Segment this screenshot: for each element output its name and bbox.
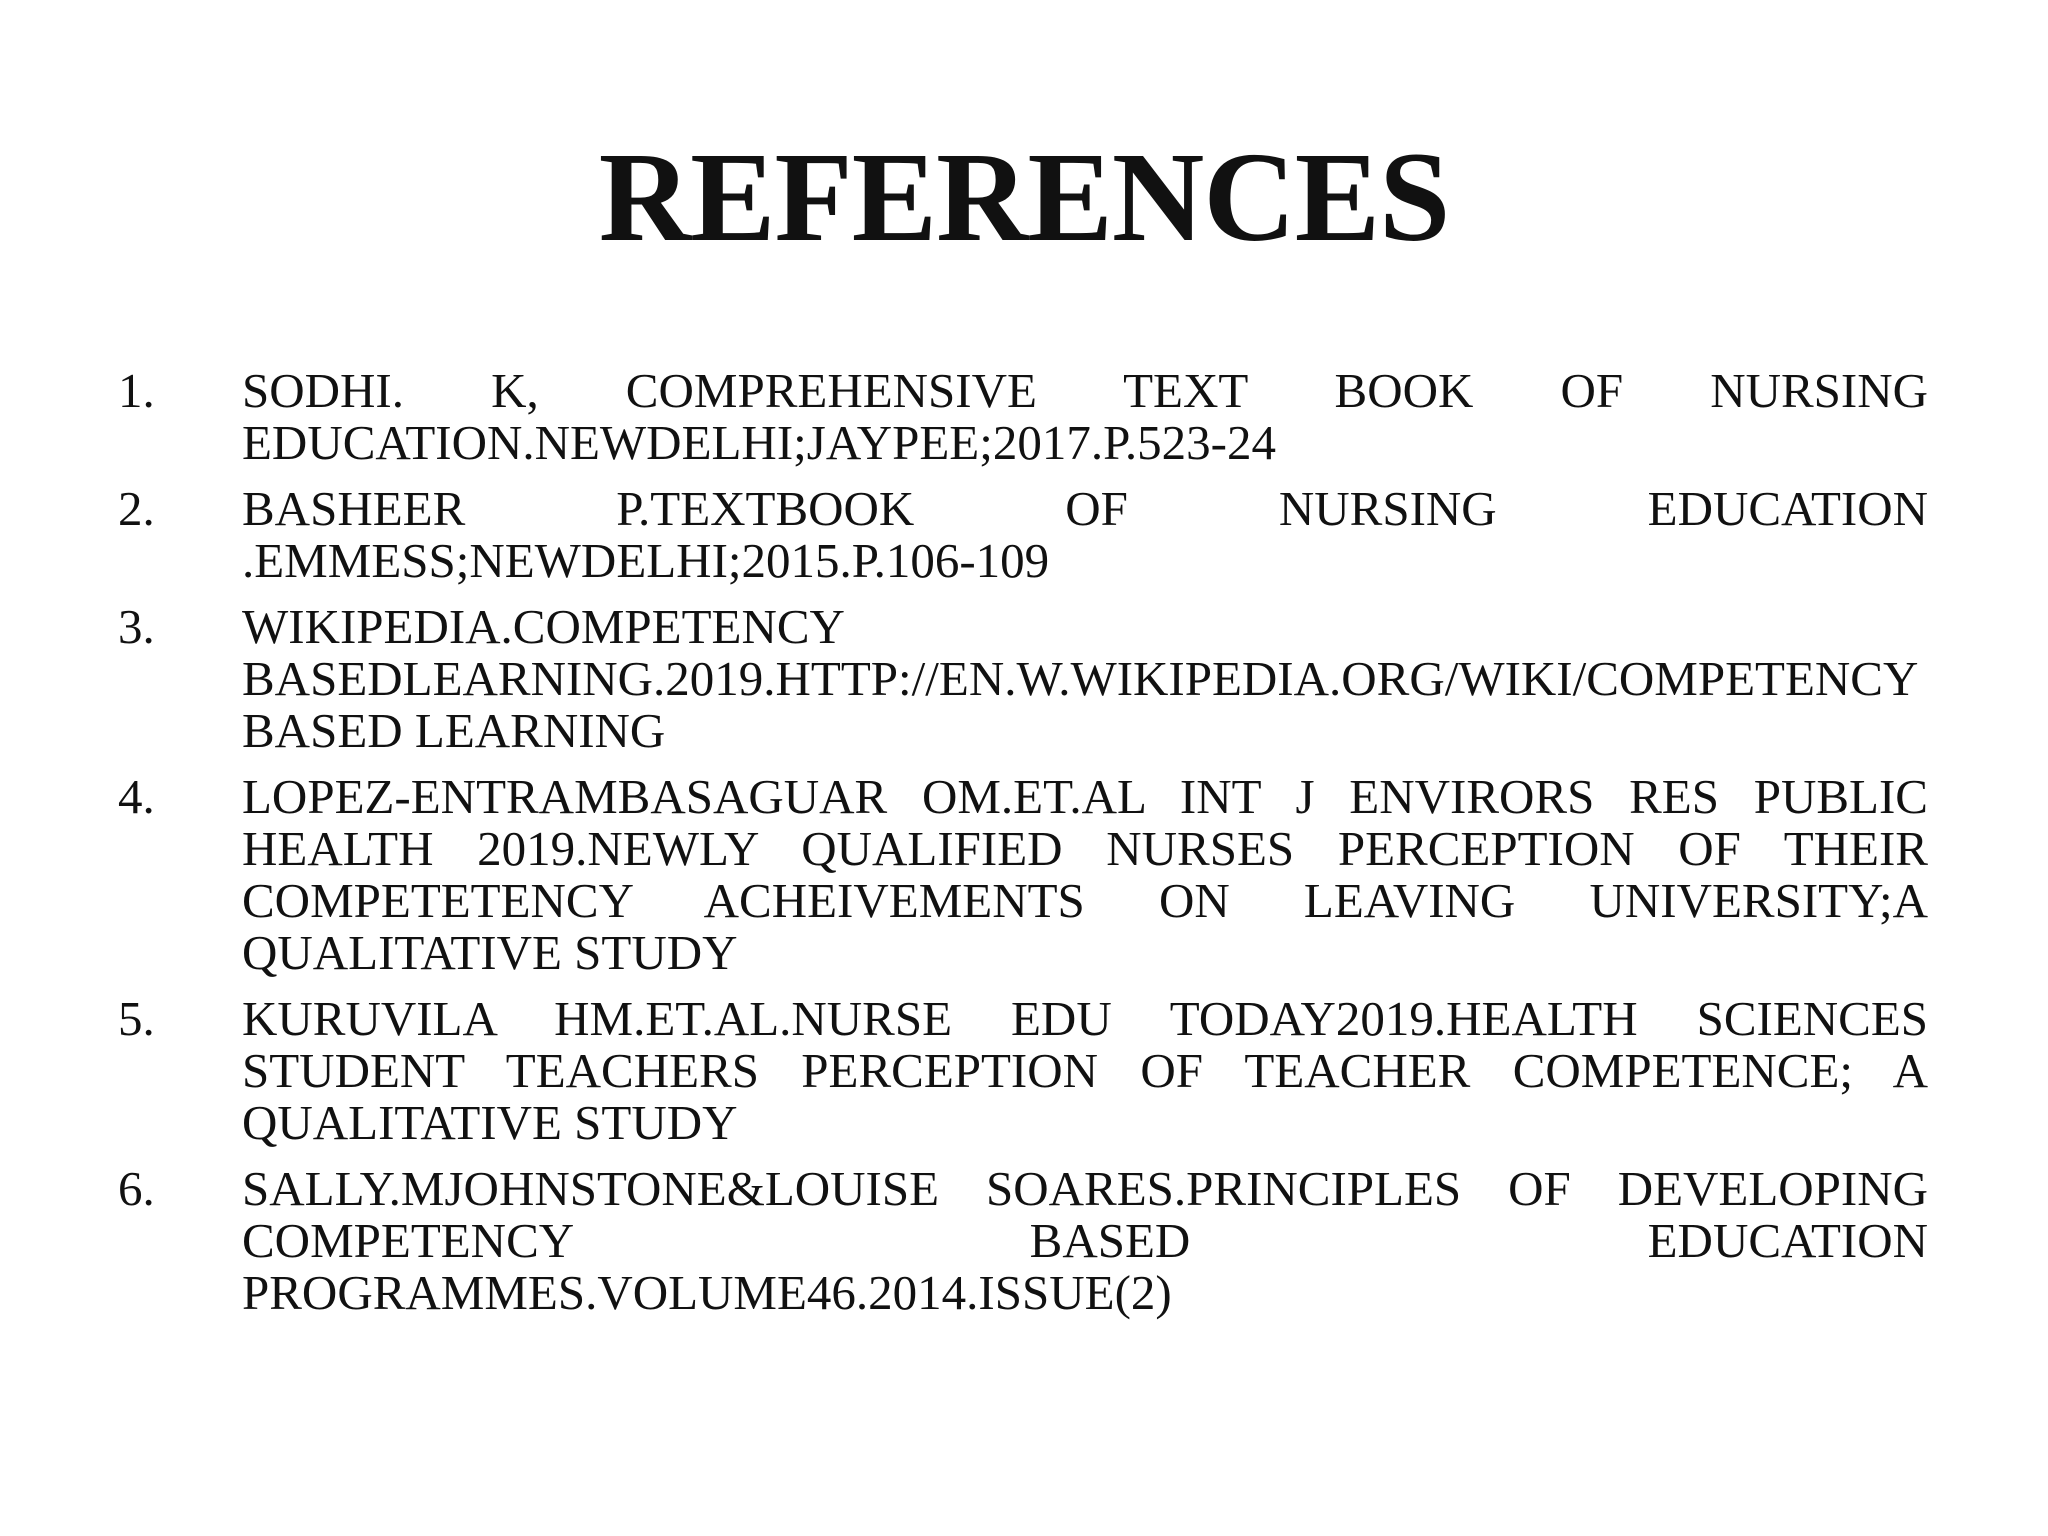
reference-text: KURUVILA HM.ET.AL.NURSE EDU TODAY2019.HEALTH SCIENCES STUDENT TEACHERS PERCEPTION OF TEACHER COMPETENCE; A QUALITATIVE STUDY (242, 991, 1928, 1150)
reference-item (118, 365, 1928, 469)
reference-number: 1. (118, 363, 155, 418)
reference-number: 4. (118, 769, 155, 824)
reference-text: SALLY.MJOHNSTONE&LOUISE SOARES.PRINCIPLES OF DEVELOPING COMPETENCY BASED EDUCATION PROGRAMMES.VOLUME46.2014.ISSUE(2) (242, 1161, 1928, 1320)
reference-item (118, 483, 1928, 587)
reference-number: 5. (118, 991, 155, 1046)
reference-text: WIKIPEDIA.COMPETENCY BASEDLEARNING.2019.HTTP://EN.W.WIKIPEDIA.ORG/WIKI/COMPETENCY BASED LEARNING (242, 599, 1917, 758)
reference-item (118, 601, 1928, 757)
reference-text: LOPEZ-ENTRAMBASAGUAR OM.ET.AL INT J ENVIRORS RES PUBLIC HEALTH 2019.NEWLY QUALIFIED NURSES PERCEPTION OF THEIR COMPETETENCY ACHEIVEMENTS ON LEAVING UNIVERSITY;A QUALITATIVE STUDY (242, 769, 1928, 980)
reference-text: BASHEER P.TEXTBOOK OF NURSING EDUCATION .EMMESS;NEWDELHI;2015.P.106-109 (242, 481, 1928, 588)
reference-number: 6. (118, 1161, 155, 1216)
reference-number: 3. (118, 599, 155, 654)
reference-item (118, 1163, 1928, 1319)
reference-text: SODHI. K, COMPREHENSIVE TEXT BOOK OF NURSING EDUCATION.NEWDELHI;JAYPEE;2017.P.523-24 (242, 363, 1928, 470)
reference-item (118, 993, 1928, 1149)
reference-list (118, 365, 1928, 1333)
slide-title: REFERENCES (598, 126, 1450, 268)
reference-number: 2. (118, 481, 155, 536)
reference-item (118, 771, 1928, 979)
